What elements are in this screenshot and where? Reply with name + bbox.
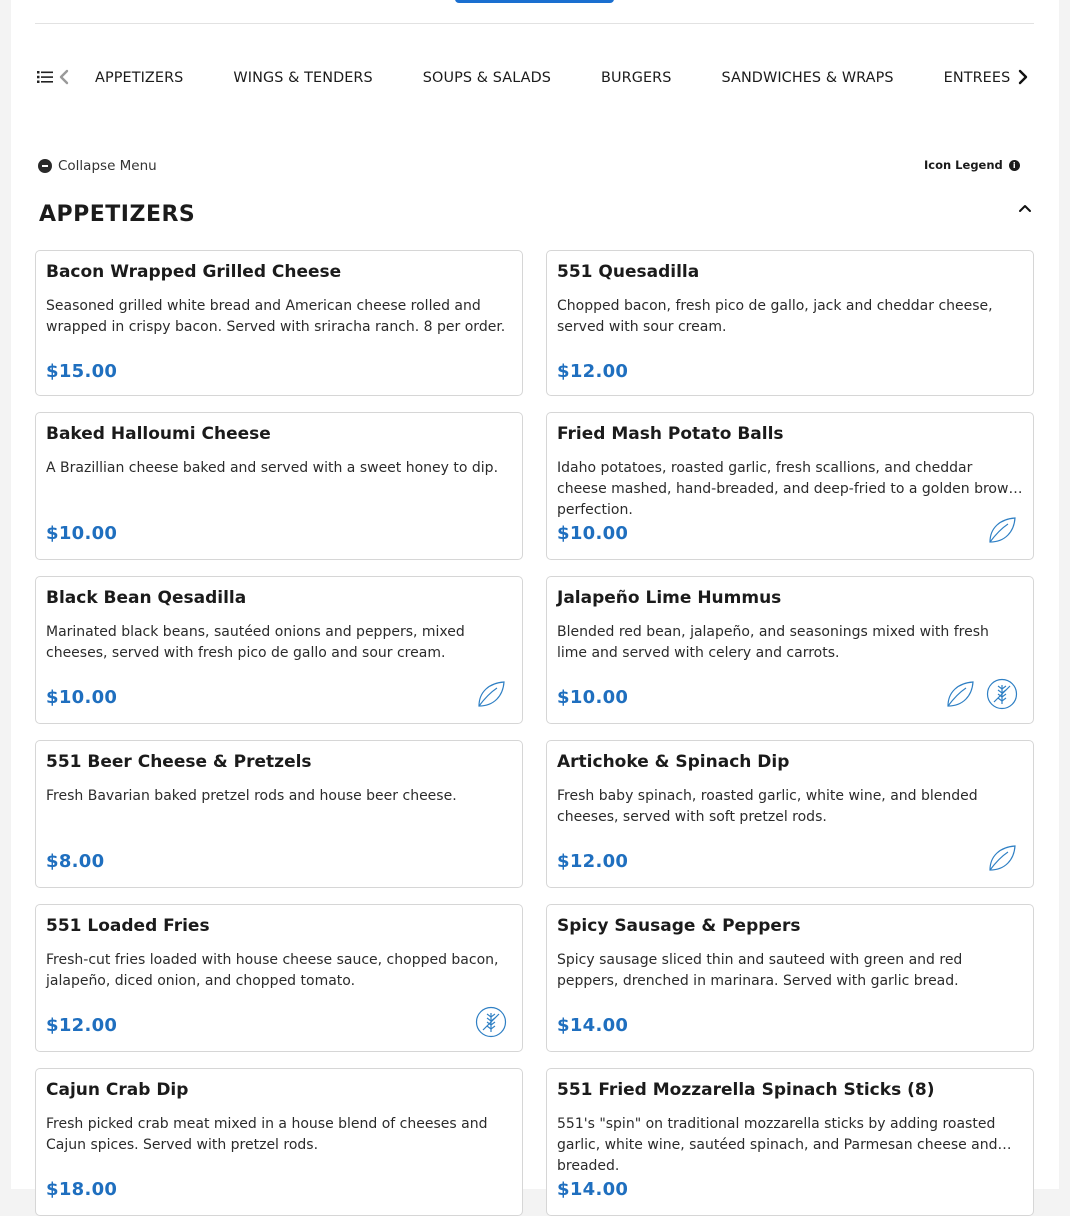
menu-item-description: Marinated black beans, sautéed onions and peppers, mixed cheeses, served with fresh pico de gallo and sour cream. — [46, 624, 465, 661]
collapse-menu-button[interactable] — [38, 157, 157, 175]
dietary-icons — [944, 678, 1018, 710]
menu-item-name: 551 Quesadilla — [557, 262, 700, 282]
chevron-right-icon[interactable] — [1016, 68, 1030, 86]
menu-item-price: $14.00 — [557, 1179, 629, 1200]
menu-item-card[interactable] — [35, 740, 523, 888]
category-track — [95, 56, 1011, 100]
menu-item-name: 551 Beer Cheese & Pretzels — [46, 752, 312, 772]
menu-item-description: Idaho potatoes, roasted garlic, fresh scallions, and cheddar cheese mashed, hand-breaded, and deep-fried to a golden brown perfection. — [557, 460, 1018, 518]
divider — [35, 23, 1034, 24]
menu-item-description: Blended red bean, jalapeño, and seasonings mixed with fresh lime and served with celery and carrots. — [557, 624, 989, 661]
menu-item-name: Artichoke & Spinach Dip — [557, 752, 790, 772]
menu-item-card[interactable] — [546, 250, 1034, 396]
menu-item-price: $12.00 — [46, 1015, 118, 1036]
menu-panel — [11, 0, 1059, 1200]
menu-item-name: Jalapeño Lime Hummus — [557, 588, 782, 608]
menu-item-description: Fresh picked crab meat mixed in a house blend of cheeses and Cajun spices. Served with pretzel rods. — [46, 1116, 488, 1153]
menu-item-card[interactable] — [546, 412, 1034, 560]
menu-item-price: $12.00 — [557, 851, 629, 872]
menu-item-description: Fresh Bavarian baked pretzel rods and house beer cheese. — [46, 788, 457, 804]
menu-item-name: 551 Fried Mozzarella Spinach Sticks (8) — [557, 1080, 935, 1100]
menu-item-description: Chopped bacon, fresh pico de gallo, jack and cheddar cheese, served with sour cream. — [557, 298, 993, 335]
dietary-icons — [475, 1006, 507, 1038]
top-action-button[interactable] — [455, 0, 614, 3]
vegetarian-leaf-icon — [986, 842, 1018, 874]
menu-item-description: Seasoned grilled white bread and American cheese rolled and wrapped in crispy bacon. Served with sriracha ranch. 8 per order. — [46, 298, 506, 335]
dietary-icons — [475, 678, 507, 710]
dietary-icons — [986, 514, 1018, 546]
vegetarian-leaf-icon — [986, 514, 1018, 546]
menu-item-price: $10.00 — [557, 523, 629, 544]
icon-legend-button[interactable] — [924, 157, 1020, 173]
category-soups-salads[interactable]: SOUPS & SALADS — [422, 70, 552, 86]
menu-item-card[interactable] — [35, 412, 523, 560]
menu-item-name: Fried Mash Potato Balls — [557, 424, 784, 444]
section-title: APPETIZERS — [39, 202, 196, 227]
menu-item-description: Spicy sausage sliced thin and sauteed with green and red peppers, drenched in marinara. Served with garlic bread. — [557, 952, 963, 989]
menu-item-card[interactable] — [35, 1068, 523, 1216]
gluten-free-icon — [475, 1006, 507, 1038]
category-wings-tenders[interactable]: WINGS & TENDERS — [233, 70, 373, 86]
vegetarian-leaf-icon — [475, 678, 507, 710]
list-icon[interactable] — [37, 70, 53, 84]
category-entrees[interactable]: ENTREES — [943, 70, 1011, 86]
vegetarian-leaf-icon — [944, 678, 976, 710]
menu-item-description: Fresh baby spinach, roasted garlic, white wine, and blended cheeses, served with soft pretzel rods. — [557, 788, 978, 825]
category-burgers[interactable]: BURGERS — [601, 70, 672, 86]
menu-item-price: $10.00 — [46, 523, 118, 544]
chevron-left-icon[interactable] — [57, 68, 71, 86]
menu-item-name: Black Bean Qesadilla — [46, 588, 247, 608]
menu-item-description: Fresh-cut fries loaded with house cheese sauce, chopped bacon, jalapeño, diced onion, and chopped tomato. — [46, 952, 499, 989]
gluten-free-icon — [986, 678, 1018, 710]
menu-item-price: $8.00 — [46, 851, 105, 872]
menu-item-price: $12.00 — [557, 361, 629, 382]
menu-item-description: 551's "spin" on traditional mozzarella sticks by adding roasted garlic, white wine, sautéed spinach, and Parmesan cheese and breaded. — [557, 1116, 998, 1174]
info-icon: i — [1009, 160, 1020, 171]
menu-item-card[interactable] — [35, 904, 523, 1052]
category-nav — [35, 56, 1034, 100]
menu-item-price: $15.00 — [46, 361, 118, 382]
category-appetizers[interactable]: APPETIZERS — [95, 70, 184, 86]
menu-item-name: 551 Loaded Fries — [46, 916, 210, 936]
dietary-icons — [986, 842, 1018, 874]
menu-item-price: $14.00 — [557, 1015, 629, 1036]
menu-item-name: Bacon Wrapped Grilled Cheese — [46, 262, 342, 282]
menu-item-card[interactable] — [35, 250, 523, 396]
menu-item-name: Baked Halloumi Cheese — [46, 424, 271, 444]
menu-item-card[interactable] — [546, 904, 1034, 1052]
menu-item-price: $10.00 — [557, 687, 629, 708]
minus-circle-icon — [38, 159, 52, 173]
collapse-menu-label: Collapse Menu — [58, 158, 157, 174]
menu-item-price: $10.00 — [46, 687, 118, 708]
menu-item-card[interactable] — [546, 1068, 1034, 1216]
menu-item-card[interactable] — [546, 576, 1034, 724]
menu-item-card[interactable] — [546, 740, 1034, 888]
menu-item-price: $18.00 — [46, 1179, 118, 1200]
menu-item-name: Spicy Sausage & Peppers — [557, 916, 801, 936]
icon-legend-label: Icon Legend — [924, 158, 1003, 172]
menu-item-description: A Brazillian cheese baked and served with a sweet honey to dip. — [46, 460, 499, 476]
menu-item-card[interactable] — [35, 576, 523, 724]
menu-item-name: Cajun Crab Dip — [46, 1080, 189, 1100]
category-sandwiches-wraps[interactable]: SANDWICHES & WRAPS — [721, 70, 894, 86]
chevron-up-icon[interactable] — [1017, 201, 1033, 215]
